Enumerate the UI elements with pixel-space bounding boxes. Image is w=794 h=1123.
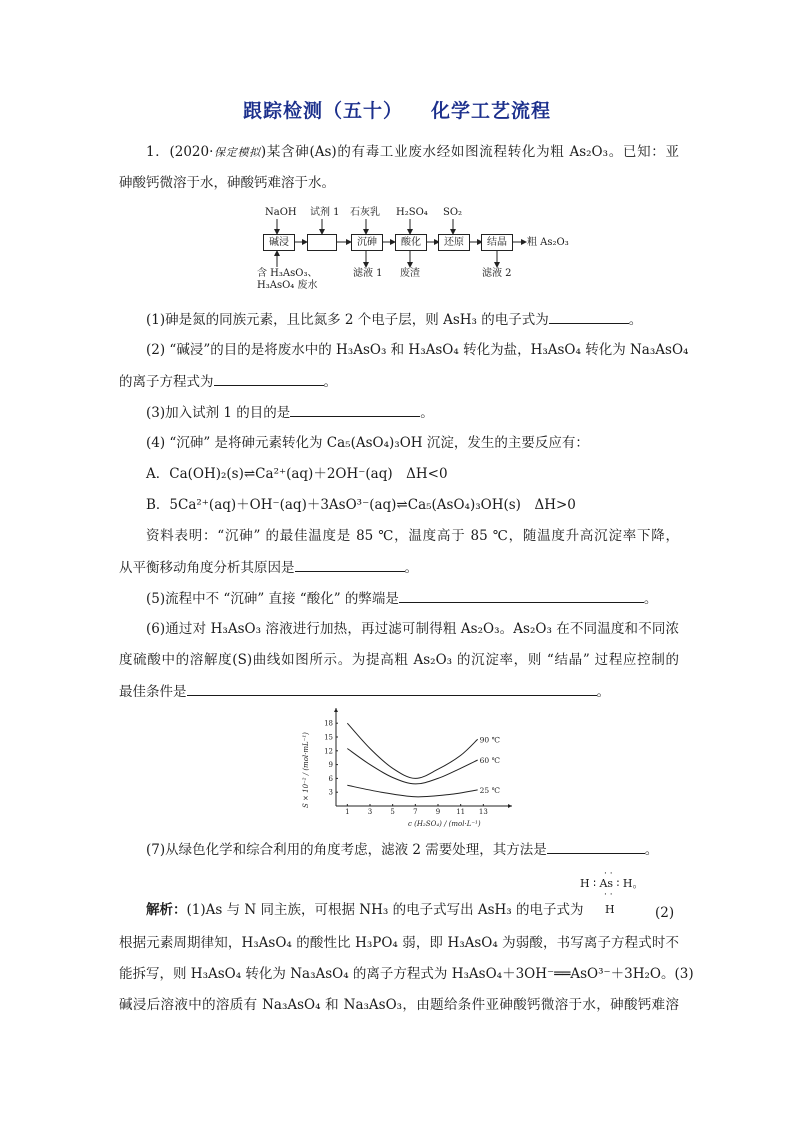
formula-main: H ∶ As ∶ H。	[580, 877, 644, 890]
page-title	[0, 96, 794, 123]
answer-line1-end: (2)	[655, 905, 675, 921]
chart-y-tick-label: 18	[324, 719, 333, 728]
answer-label: 解析：	[146, 902, 187, 918]
box-acidify: 酸化	[395, 234, 427, 251]
chart-series-line	[347, 723, 477, 778]
chart-x-tick-label: 9	[435, 808, 441, 816]
reagent-1: 试剂 1	[310, 207, 340, 218]
reagent-naoh: NaOH	[265, 207, 297, 218]
chart-x-tick-label: 5	[390, 808, 395, 816]
source-note: 保定模拟	[213, 146, 261, 159]
chart-series-label: 60 ℃	[479, 756, 500, 765]
chart-ylabel: S × 10⁻² / (mol·mL⁻¹)	[302, 732, 310, 808]
answer-blank-6[interactable]	[187, 681, 597, 696]
answer-line2: 根据元素周期律知，H₃AsO₄ 的酸性比 H₃PO₄ 弱，即 H₃AsO₄ 为弱酸，书写离子方程式时不	[119, 935, 679, 951]
question-2-cont: 的离子方程式为 。	[119, 371, 679, 392]
chart-y-tick-label: 6	[328, 774, 333, 783]
answer-line3: 能拆写，则 H₃AsO₄ 转化为 Na₃AsO₄ 的离子方程式为 H₃AsO₄＋3OH⁻══AsO³⁻＋3H₂O。(3)	[119, 966, 694, 982]
chart-series-line	[347, 785, 477, 797]
question-6: (6)通过对 H₃AsO₃ 溶液进行加热，再过滤可制得粗 As₂O₃。As₂O₃ 在不同温度和不同浓	[146, 621, 679, 637]
question-1: (1)砷是氮的同族元素，且比氮多 2 个电子层，则 AsH₃ 的电子式为 。	[146, 309, 679, 330]
question-2: (2) “碱浸”的目的是将废水中的 H₃AsO₃ 和 H₃AsO₄ 转化为盐，H₃AsO₄ 转化为 Na₃AsO₄	[146, 342, 689, 358]
answer-blank-4[interactable]	[295, 557, 405, 572]
answer-blank-3[interactable]	[290, 402, 420, 417]
title-part2: 化学工艺流程	[431, 100, 552, 122]
answer-blank-1[interactable]	[549, 309, 629, 324]
question-7: (7)从绿色化学和综合利用的角度考虑，滤液 2 需要处理，其方法是 。	[146, 839, 679, 860]
formula-dots-top: · ·	[604, 869, 613, 879]
output-filtrate2: 滤液 2	[482, 268, 512, 279]
box-reduce: 还原	[438, 234, 470, 251]
answer-blank-7[interactable]	[547, 839, 645, 854]
feed-line1: 含 H₃AsO₃、	[257, 268, 318, 279]
box-arsenic-precip: 沉砷	[351, 234, 383, 251]
box-reagent1-step	[307, 234, 337, 251]
chart-y-tick-label: 9	[328, 761, 333, 770]
answer-line1: 解析：(1)As 与 N 同主族，可根据 NH₃ 的电子式写出 AsH₃ 的电子式为	[146, 902, 584, 918]
question-6-cont: 度硫酸中的溶解度(S)曲线如图所示。为提高粗 As₂O₃ 的沉淀率，则 “结晶” 过程应控制的	[119, 652, 679, 668]
feed-line2: H₃AsO₄ 废水	[257, 280, 318, 291]
question-4: (4) “沉砷” 是将砷元素转化为 Ca₅(AsO₄)₃OH 沉淀，发生的主要反应有：	[146, 435, 589, 451]
question-3: (3)加入试剂 1 的目的是 。	[146, 402, 679, 423]
chart-y-tick-label: 12	[324, 747, 333, 756]
question-4-ask: 从平衡移动角度分析其原因是 。	[119, 557, 679, 578]
output-filtrate1: 滤液 1	[353, 268, 383, 279]
formula-bottom-h: H	[605, 903, 615, 916]
chart-y-arrow	[334, 708, 338, 712]
chart-x-tick-label: 11	[456, 808, 466, 816]
reagent-h2so4: H₂SO₄	[396, 207, 428, 218]
reaction-a: A．Ca(OH)₂(s)⇌Ca²⁺(aq)＋2OH⁻(aq) ΔH<0	[146, 466, 448, 482]
chart-y-tick-label: 3	[328, 788, 333, 797]
answer-line4: 碱浸后溶液中的溶质有 Na₃AsO₄ 和 Na₃AsO₃，由题给条件亚砷酸钙微溶于水，砷酸钙难溶	[119, 997, 679, 1013]
q1-intro-line2: 砷酸钙微溶于水，砷酸钙难溶于水。	[119, 175, 335, 191]
reagent-so2: SO₂	[443, 207, 463, 218]
chart-xlabel: c (H₂SO₄) / (mol·L⁻¹)	[408, 820, 481, 828]
chart-y-tick-label: 15	[324, 733, 333, 742]
answer-blank-2[interactable]	[214, 371, 324, 386]
product-label: 粗 As₂O₃	[527, 237, 569, 248]
box-crystallize: 结晶	[481, 234, 513, 251]
chart-x-arrow	[508, 804, 512, 808]
reagent-lime: 石灰乳	[350, 207, 380, 218]
question-4-data: 资料表明：“沉砷” 的最佳温度是 85 ℃，温度高于 85 ℃，随温度升高沉淀率下降，	[146, 528, 679, 544]
question-6-ask: 最佳条件是 。	[119, 681, 679, 702]
title-part1: 跟踪检测（五十）	[242, 100, 403, 122]
box-alkali-leach: 碱浸	[263, 234, 295, 251]
chart-x-tick-label: 7	[413, 808, 418, 816]
question-5: (5)流程中不 “沉砷” 直接 “酸化” 的弊端是 。	[146, 588, 679, 609]
chart-x-tick-label: 13	[478, 808, 488, 816]
chart-series-label: 25 ℃	[479, 785, 500, 795]
chart-x-tick-label: 1	[345, 808, 350, 816]
solubility-chart	[298, 708, 520, 830]
chart-x-tick-label: 3	[367, 808, 373, 816]
answer-blank-5[interactable]	[399, 588, 644, 603]
formula-dots-bottom: · ·	[604, 890, 613, 900]
reaction-b: B．5Ca²⁺(aq)＋OH⁻(aq)＋3AsO³⁻(aq)⇌Ca₅(AsO₄)₃OH(s) ΔH>0	[146, 497, 576, 513]
output-waste-residue: 废渣	[400, 268, 420, 279]
q1-intro: 1．(2020·保定模拟)某含砷(As)的有毒工业废水经如图流程转化为粗 As₂O₃。已知：亚	[146, 144, 680, 160]
chart-series-label: 90 ℃	[479, 735, 500, 745]
